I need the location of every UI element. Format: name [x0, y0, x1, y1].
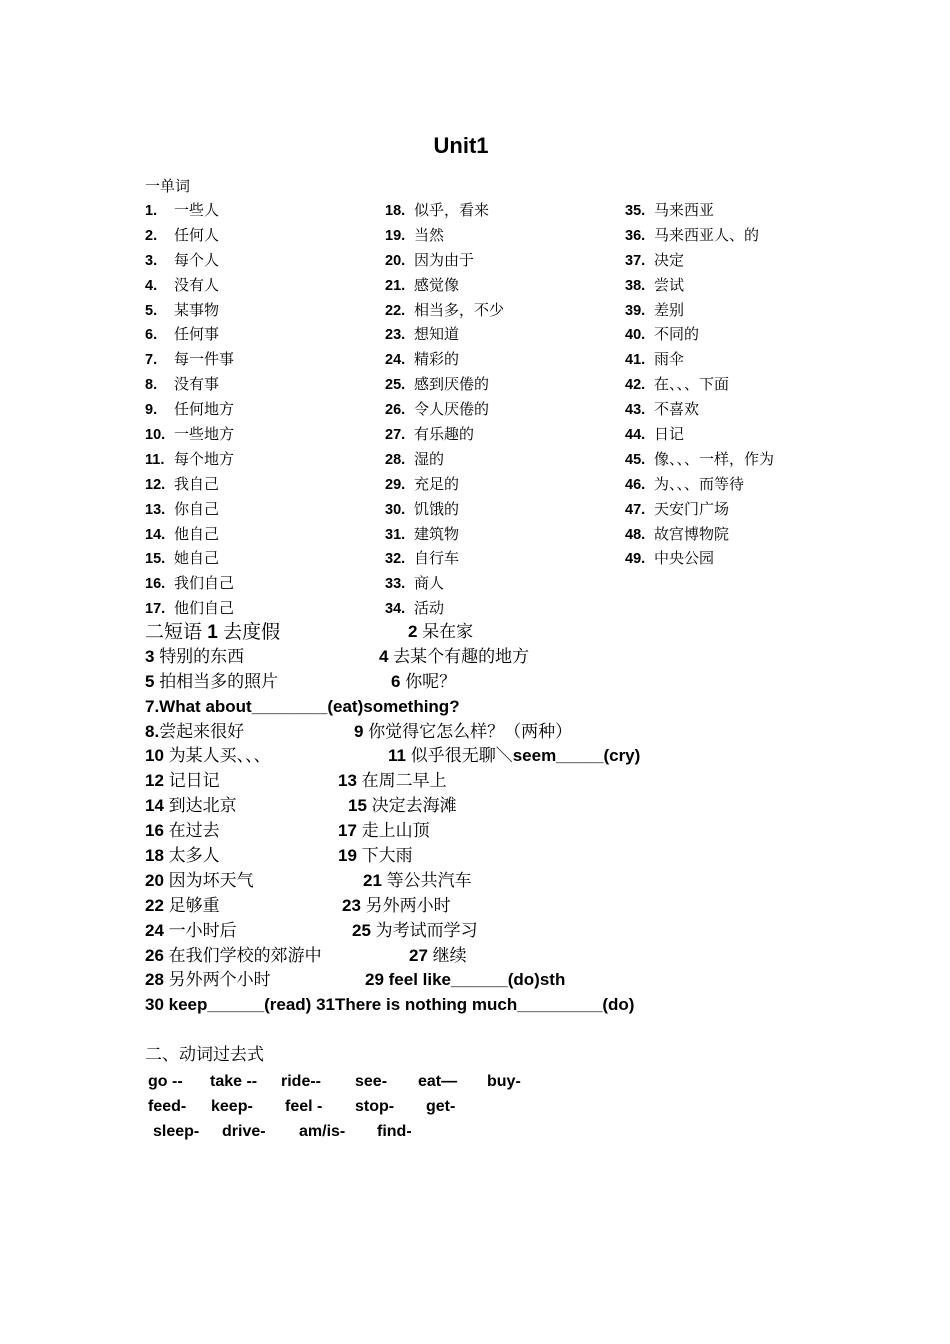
vocab-number: 37.: [625, 252, 646, 269]
vocab-item: [625, 298, 774, 323]
vocab-number: 11.: [145, 451, 165, 468]
vocab-number: 25.: [385, 377, 406, 394]
vocab-item: [625, 447, 774, 472]
phrase-item: 14 到达北京: [145, 796, 237, 817]
vocab-meaning: 想知道: [414, 325, 460, 344]
verb-line: [0, 1069, 950, 1094]
vocab-meaning: 任何事: [174, 325, 220, 344]
vocab-column-3: [625, 198, 774, 571]
vocab-number: 15.: [145, 551, 166, 568]
phrase-line: [145, 744, 925, 769]
vocab-meaning: 他自己: [174, 524, 220, 543]
vocab-item: [145, 273, 234, 298]
phrase-item: 17 走上山顶: [338, 821, 430, 842]
vocab-item: [625, 497, 774, 522]
vocab-meaning: 任何地方: [174, 400, 235, 419]
verb-item: take --: [210, 1073, 258, 1090]
vocab-number: 44.: [625, 427, 646, 444]
phrase-line: [145, 819, 925, 844]
verb-item: get-: [426, 1098, 456, 1115]
vocab-meaning: 相当多，不少: [414, 300, 505, 319]
vocab-number: 36.: [625, 227, 646, 244]
phrase-item: 9 你觉得它怎么样？（两种）: [354, 721, 573, 742]
vocab-meaning: 像、、、一样，作为: [654, 449, 775, 468]
vocab-meaning: 差别: [654, 300, 685, 319]
vocab-number: 46.: [625, 476, 646, 493]
vocab-item: [145, 248, 234, 273]
vocab-item: [145, 472, 234, 497]
vocab-item: [385, 472, 504, 497]
vocab-number: 9.: [145, 402, 158, 419]
vocab-meaning: 为、、、而等待: [654, 474, 745, 493]
vocab-item: [385, 372, 504, 397]
vocab-number: 43.: [625, 402, 646, 419]
vocab-meaning: 你自己: [174, 499, 220, 518]
vocab-number: 5.: [145, 302, 158, 319]
phrase-line: [145, 720, 925, 745]
vocab-item: [145, 497, 234, 522]
page-title: Unit1: [433, 133, 489, 158]
vocab-meaning: 马来西亚人、的: [654, 225, 760, 244]
vocab-number: 41.: [625, 352, 646, 369]
phrase-line: [145, 993, 925, 1018]
vocab-item: [625, 273, 774, 298]
verb-list: [0, 1043, 950, 1144]
phrase-line: [145, 919, 925, 944]
vocab-item: [385, 571, 504, 596]
vocab-meaning: 没有人: [174, 275, 220, 294]
vocab-meaning: 建筑物: [414, 524, 460, 543]
vocab-meaning: 决定: [654, 250, 685, 269]
vocab-item: [625, 546, 774, 571]
vocab-heading: 一单词: [145, 177, 191, 195]
phrase-line: [145, 944, 925, 969]
vocab-item: [385, 596, 504, 621]
vocab-number: 8.: [145, 377, 158, 394]
vocab-number: 19.: [385, 227, 406, 244]
vocab-meaning: 天安门广场: [654, 499, 730, 518]
phrase-line: [145, 670, 925, 695]
vocab-item: [625, 422, 774, 447]
vocab-item: [145, 372, 234, 397]
vocab-item: [385, 522, 504, 547]
vocab-meaning: 雨伞: [654, 350, 685, 369]
verb-item: buy-: [487, 1073, 521, 1090]
vocab-number: 12.: [145, 476, 166, 493]
vocab-item: [145, 422, 234, 447]
vocab-number: 26.: [385, 402, 406, 419]
vocab-meaning: 一些人: [174, 201, 220, 219]
phrase-line: [145, 620, 925, 645]
vocab-number: 45.: [625, 451, 646, 468]
vocab-number: 31.: [385, 526, 406, 543]
vocab-meaning: 她自己: [174, 549, 220, 568]
vocab-number: 40.: [625, 327, 646, 344]
vocab-item: [145, 397, 234, 422]
vocab-meaning: 任何人: [174, 225, 220, 244]
vocab-number: 33.: [385, 576, 406, 593]
phrase-line: [145, 769, 925, 794]
vocab-meaning: 在、、、下面: [654, 375, 730, 394]
phrase-item: 20 因为坏天气: [145, 870, 254, 891]
phrase-item: 8.尝起来很好: [145, 721, 245, 742]
vocab-item: [385, 273, 504, 298]
vocab-meaning: 活动: [414, 599, 445, 618]
verb-item: ride--: [281, 1073, 321, 1090]
phrase-item: 5 拍相当多的照片: [145, 671, 279, 692]
vocab-column-2: [385, 198, 504, 621]
verb-item: stop-: [355, 1098, 395, 1115]
phrase-item: 25 为考试而学习: [352, 920, 478, 941]
vocab-number: 13.: [145, 501, 166, 518]
vocab-number: 14.: [145, 526, 166, 543]
vocab-number: 34.: [385, 601, 406, 618]
phrase-item: 29 feel like______(do)sth: [365, 970, 566, 990]
vocab-meaning: 一些地方: [174, 425, 235, 444]
verb-item: feel -: [285, 1098, 323, 1115]
phrase-item: 23 另外两小时: [342, 895, 451, 916]
phrase-item: 15 决定去海滩: [348, 796, 457, 817]
vocab-number: 48.: [625, 526, 646, 543]
vocab-meaning: 似乎，看来: [414, 201, 490, 219]
phrase-line: [145, 894, 925, 919]
vocab-item: [625, 522, 774, 547]
vocab-number: 38.: [625, 277, 646, 294]
vocab-item: [385, 298, 504, 323]
phrase-item: 11 似乎很无聊＼seem_____(cry): [388, 746, 641, 767]
vocab-number: 24.: [385, 352, 406, 369]
phrase-item: 6 你呢？: [391, 671, 457, 692]
phrase-item: 22 足够重: [145, 895, 220, 916]
vocab-meaning: 日记: [654, 425, 685, 444]
vocab-item: [145, 596, 234, 621]
vocab-number: 18.: [385, 203, 406, 219]
vocab-item: [145, 347, 234, 372]
phrase-item: 10 为某人买、、、: [145, 746, 271, 767]
vocab-meaning: 不喜欢: [654, 400, 700, 419]
vocab-number: 21.: [385, 277, 406, 294]
vocab-meaning: 饥饿的: [414, 499, 460, 518]
vocab-item: [625, 397, 774, 422]
phrase-item: 4 去某个有趣的地方: [379, 646, 530, 667]
vocab-meaning: 马来西亚: [654, 201, 715, 219]
vocab-meaning: 某事物: [174, 300, 220, 319]
verb-item: drive-: [222, 1123, 266, 1140]
phrase-line: [145, 869, 925, 894]
verb-item: eat—: [418, 1073, 458, 1090]
vocab-item: [625, 198, 774, 223]
vocab-meaning: 没有事: [174, 375, 220, 394]
vocab-meaning: 当然: [414, 225, 445, 244]
phrase-item: 30 keep______(read) 31There is nothing much_________(do): [145, 995, 635, 1015]
vocab-item: [145, 322, 234, 347]
verb-item: find-: [377, 1123, 412, 1140]
vocab-meaning: 尝试: [654, 275, 685, 294]
verb-line: [0, 1094, 950, 1119]
phrase-list: [145, 620, 925, 1018]
vocab-meaning: 他们自己: [174, 599, 235, 618]
vocab-meaning: 自行车: [414, 549, 460, 568]
phrase-item: 28 另外两个小时: [145, 970, 271, 991]
phrase-line: [145, 968, 925, 993]
vocab-item: [385, 497, 504, 522]
phrase-item: 13 在周二早上: [338, 771, 447, 792]
verb-item: am/is-: [299, 1123, 346, 1140]
phrase-item: 3 特别的东西: [145, 646, 245, 667]
vocab-number: 10.: [145, 427, 166, 444]
vocab-meaning: 故宫博物院: [654, 524, 730, 543]
verb-item: go --: [148, 1073, 183, 1090]
phrase-item: 2 呆在家: [408, 622, 474, 642]
vocab-meaning: 精彩的: [414, 350, 460, 369]
vocab-item: [385, 198, 504, 223]
verb-line: [0, 1119, 950, 1144]
verbs-heading: 二、动词过去式: [145, 1045, 264, 1065]
vocab-meaning: 每一件事: [174, 350, 235, 369]
vocab-number: 3.: [145, 252, 158, 269]
vocab-number: 6.: [145, 327, 158, 344]
vocab-item: [625, 347, 774, 372]
vocab-column-1: [145, 198, 234, 621]
vocab-number: 23.: [385, 327, 406, 344]
vocab-item: [625, 223, 774, 248]
phrase-item: 16 在过去: [145, 821, 220, 842]
phrase-line: [145, 844, 925, 869]
vocab-number: 35.: [625, 203, 646, 219]
vocab-item: [385, 322, 504, 347]
phrase-item: 二短语 1 去度假: [145, 621, 281, 643]
vocab-number: 2.: [145, 227, 158, 244]
vocab-number: 32.: [385, 551, 406, 568]
vocab-item: [385, 546, 504, 571]
phrase-item: 21 等公共汽车: [363, 870, 472, 891]
vocab-number: 27.: [385, 427, 406, 444]
vocab-number: 47.: [625, 501, 646, 518]
phrase-line: [145, 695, 925, 720]
vocab-item: [385, 248, 504, 273]
vocab-item: [145, 298, 234, 323]
vocab-number: 49.: [625, 551, 646, 568]
vocab-meaning: 感觉像: [414, 275, 460, 294]
vocab-item: [625, 472, 774, 497]
vocab-number: 28.: [385, 451, 406, 468]
vocab-item: [145, 447, 234, 472]
vocab-number: 29.: [385, 476, 406, 493]
phrase-item: 27 继续: [409, 945, 467, 966]
vocab-item: [385, 347, 504, 372]
vocab-meaning: 我们自己: [174, 574, 235, 593]
vocab-number: 4.: [145, 277, 158, 294]
vocab-item: [145, 223, 234, 248]
verb-item: feed-: [148, 1098, 187, 1115]
vocab-meaning: 充足的: [414, 474, 460, 493]
phrase-line: [145, 645, 925, 670]
phrase-line: [145, 794, 925, 819]
vocab-meaning: 感到厌倦的: [414, 375, 490, 394]
vocab-item: [145, 522, 234, 547]
vocab-number: 39.: [625, 302, 646, 319]
vocab-number: 22.: [385, 302, 406, 319]
verb-item: see-: [355, 1073, 388, 1090]
vocab-number: 30.: [385, 501, 406, 518]
vocab-item: [625, 248, 774, 273]
phrase-item: 24 一小时后: [145, 920, 237, 941]
vocab-meaning: 中央公园: [654, 549, 715, 568]
verb-item: sleep-: [153, 1123, 200, 1140]
vocab-number: 7.: [145, 352, 158, 369]
vocab-meaning: 令人厌倦的: [414, 400, 490, 419]
vocab-meaning: 不同的: [654, 325, 700, 344]
vocab-meaning: 每个人: [174, 250, 220, 269]
vocab-meaning: 因为由于: [414, 250, 475, 269]
phrase-item: 12 记日记: [145, 771, 220, 792]
vocab-item: [385, 397, 504, 422]
phrase-item: 18 太多人: [145, 846, 220, 867]
vocab-meaning: 我自己: [174, 474, 220, 493]
vocab-meaning: 每个地方: [174, 449, 235, 468]
vocab-item: [625, 372, 774, 397]
vocab-item: [385, 223, 504, 248]
vocab-number: 17.: [145, 601, 166, 618]
phrase-item: 7.What about________(eat)something?: [145, 696, 460, 716]
vocab-meaning: 湿的: [414, 449, 445, 468]
vocab-item: [145, 571, 234, 596]
vocab-list: [0, 198, 950, 628]
vocab-item: [385, 422, 504, 447]
vocab-item: [145, 546, 234, 571]
vocab-meaning: 有乐趣的: [414, 425, 475, 444]
phrase-item: 19 下大雨: [338, 846, 413, 867]
vocab-number: 42.: [625, 377, 646, 394]
verb-item: keep-: [211, 1098, 253, 1115]
vocab-meaning: 商人: [414, 574, 445, 593]
vocab-number: 20.: [385, 252, 406, 269]
vocab-number: 16.: [145, 576, 166, 593]
vocab-item: [385, 447, 504, 472]
vocab-item: [145, 198, 234, 223]
vocab-number: 1.: [145, 203, 158, 219]
phrase-item: 26 在我们学校的郊游中: [145, 945, 322, 966]
vocab-item: [625, 322, 774, 347]
